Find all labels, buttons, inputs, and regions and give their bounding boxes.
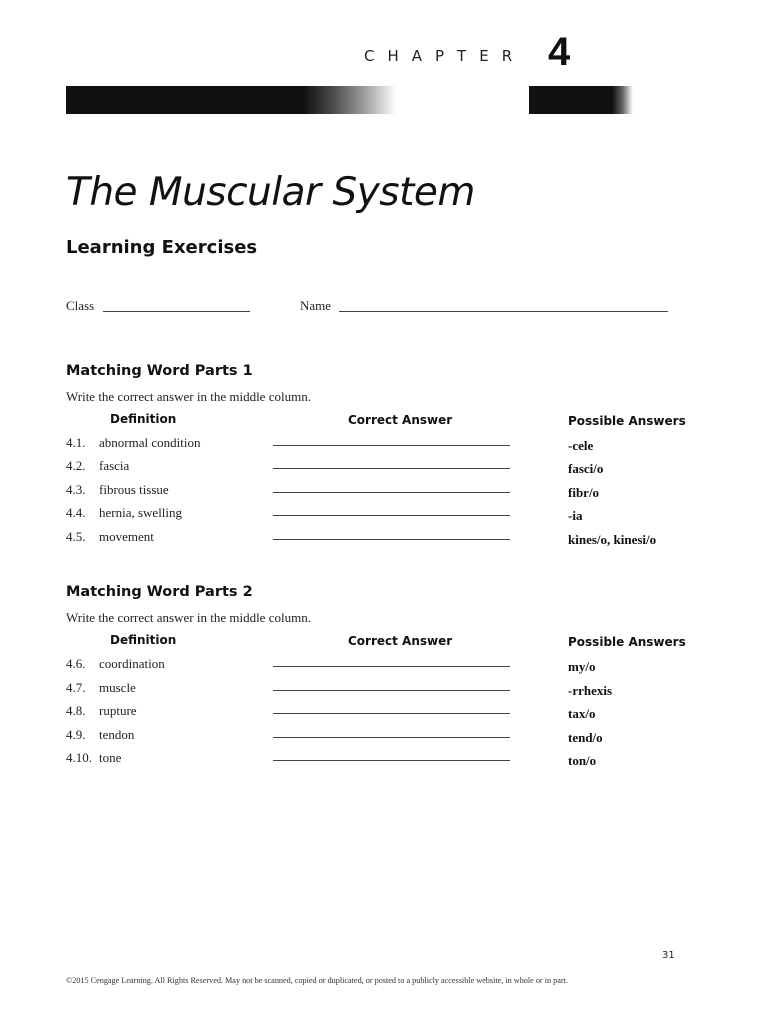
item-definition: abnormal condition — [99, 435, 201, 450]
column-header-possible-answers: Possible Answers — [568, 635, 686, 649]
item-number: 4.10. — [66, 750, 92, 765]
item-definition: movement — [99, 529, 154, 544]
class-label: Class — [66, 298, 95, 313]
section-heading: Matching Word Parts 1 — [66, 363, 253, 379]
exercise-row — [0, 435, 768, 455]
section-heading: Matching Word Parts 2 — [66, 584, 253, 600]
answer-field[interactable] — [273, 713, 510, 714]
exercise-row — [0, 458, 768, 478]
column-header-correct-answer: Correct Answer — [348, 413, 453, 427]
exercise-row — [0, 727, 768, 747]
page-title: The Muscular System — [66, 170, 475, 215]
item-number: 4.6. — [66, 656, 86, 671]
column-header-possible-answers: Possible Answers — [568, 414, 686, 428]
class-field[interactable] — [103, 311, 250, 312]
name-field[interactable] — [339, 311, 668, 312]
answer-field[interactable] — [273, 760, 510, 761]
possible-answer: -rrhexis — [568, 683, 613, 698]
copyright-footer: ©2015 Cengage Learning. All Rights Reserved. May not be scanned, copied or duplicated, or posted to a publicly accessible website, in whole or in part. — [66, 976, 568, 985]
exercise-row — [0, 750, 768, 770]
item-number: 4.9. — [66, 727, 86, 742]
item-definition: hernia, swelling — [99, 505, 183, 520]
chapter-number: 4 — [548, 30, 571, 74]
possible-answer: fasci/o — [568, 461, 604, 476]
possible-answer: fibr/o — [568, 485, 600, 500]
section-instruction: Write the correct answer in the middle column. — [66, 389, 311, 404]
possible-answer: -cele — [568, 438, 594, 453]
possible-answer: tax/o — [568, 706, 596, 721]
answer-field[interactable] — [273, 468, 510, 469]
item-definition: tone — [99, 750, 122, 765]
exercise-row — [0, 482, 768, 502]
exercise-row — [0, 703, 768, 723]
decorative-bar-right — [529, 86, 633, 114]
item-definition: fascia — [99, 458, 130, 473]
possible-answer: kines/o, kinesi/o — [568, 532, 657, 547]
exercise-row — [0, 680, 768, 700]
item-definition: muscle — [99, 680, 136, 695]
section-instruction: Write the correct answer in the middle column. — [66, 610, 311, 625]
answer-field[interactable] — [273, 539, 510, 540]
exercise-row — [0, 656, 768, 676]
exercise-row — [0, 505, 768, 525]
answer-field[interactable] — [273, 690, 510, 691]
item-definition: rupture — [99, 703, 137, 718]
page-number: 31 — [662, 950, 675, 961]
possible-answer: tend/o — [568, 730, 603, 745]
answer-field[interactable] — [273, 445, 510, 446]
column-header-correct-answer: Correct Answer — [348, 634, 453, 648]
possible-answer: ton/o — [568, 753, 597, 768]
item-number: 4.1. — [66, 435, 86, 450]
exercise-row — [0, 529, 768, 549]
answer-field[interactable] — [273, 666, 510, 667]
item-number: 4.5. — [66, 529, 86, 544]
item-definition: fibrous tissue — [99, 482, 169, 497]
item-number: 4.7. — [66, 680, 86, 695]
name-label: Name — [300, 298, 332, 313]
item-definition: tendon — [99, 727, 135, 742]
answer-field[interactable] — [273, 737, 510, 738]
possible-answer: -ia — [568, 508, 583, 523]
decorative-bar-left — [66, 86, 396, 114]
column-header-definition: Definition — [110, 633, 177, 647]
answer-field[interactable] — [273, 515, 510, 516]
item-number: 4.2. — [66, 458, 86, 473]
item-number: 4.4. — [66, 505, 86, 520]
answer-field[interactable] — [273, 492, 510, 493]
possible-answer: my/o — [568, 659, 596, 674]
item-number: 4.8. — [66, 703, 86, 718]
page-subtitle: Learning Exercises — [66, 237, 258, 258]
chapter-label: CHAPTER — [364, 47, 526, 65]
item-definition: coordination — [99, 656, 165, 671]
item-number: 4.3. — [66, 482, 86, 497]
column-header-definition: Definition — [110, 412, 177, 426]
